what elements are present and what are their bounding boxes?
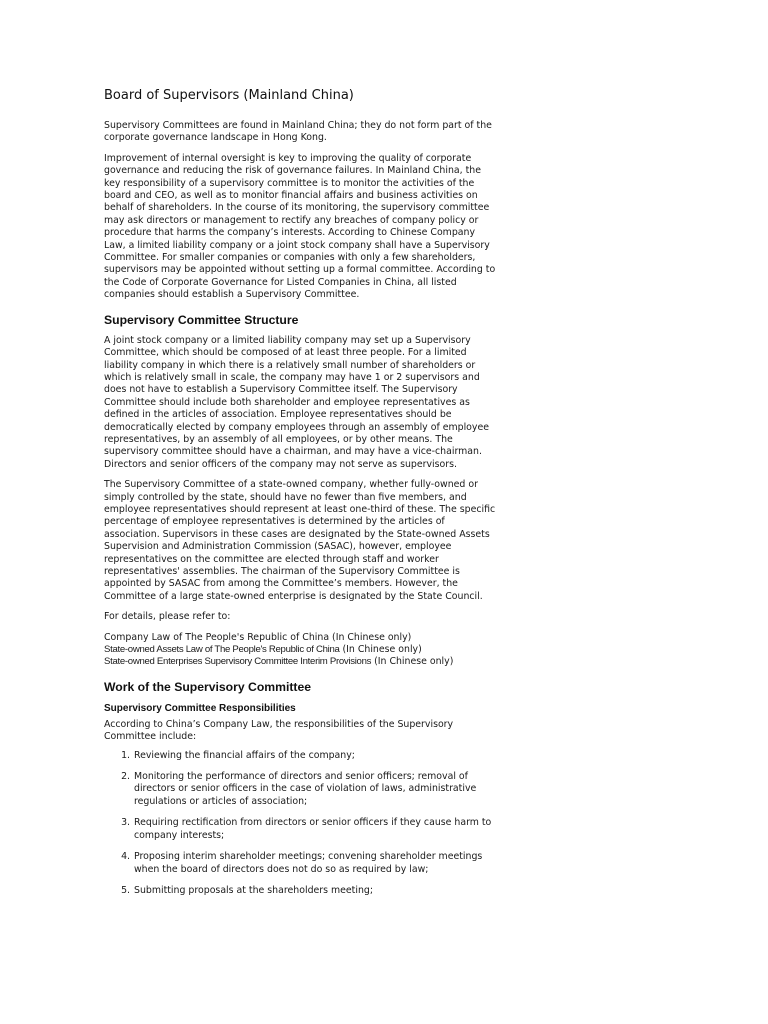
ref-link-label: State-owned Assets Law of The People's Republic of China <box>104 644 340 656</box>
list-item: 5. Submitting proposals at the shareholders meeting; <box>133 885 496 897</box>
list-item: 1. Reviewing the financial affairs of the company; <box>133 750 496 762</box>
responsibilities-intro: According to China’s Company Law, the responsibilities of the Supervisory Committee include: <box>104 718 454 743</box>
intro-paragraph: Supervisory Committees are found in Mainland China; they do not form part of the corporate governance landscape in Hong Kong. <box>104 120 492 144</box>
page-title: Board of Supervisors (Mainland China) <box>104 88 354 103</box>
ref-link-interim-provisions[interactable] <box>104 656 496 668</box>
list-item: 3. Requiring rectification from directors or senior officers if they cause harm to company interests; <box>133 817 496 842</box>
responsibilities-list <box>104 750 496 898</box>
details-intro: For details, please refer to: <box>104 611 231 623</box>
list-item: 4. Proposing interim shareholder meetings; convening shareholder meetings when the board of directors does not do so as required by law; <box>133 851 496 876</box>
structure-paragraph: A joint stock company or a limited liability company may set up a Supervisory Committee, which should be composed of at least three people. For a limited liability company in which there is a relatively small number of shareholders or which is relatively small in scale, the company may have 1 or 2 supervisors and does not have to establish a Supervisory Committee itself. The Supervisory Committee should include both shareholder and employee representatives as defined in the articles of association. Employee representatives should be democratically elected by company employees through an assembly of employee representatives, by an assembly of all employees, or by other means. The supervisory committee should have a chairman, and may have a vice-chairman. Directors and senior officers of the company may not serve as supervisors. <box>104 334 490 470</box>
ref-link-state-owned-assets-law[interactable] <box>104 644 496 656</box>
ref-link-label: Company Law of The People's Republic of China <box>104 631 330 643</box>
structure-heading: Supervisory Committee Structure <box>104 312 299 327</box>
work-heading: Work of the Supervisory Committee <box>104 679 312 694</box>
ref-link-label: State-owned Enterprises Supervisory Committee Interim Provisions <box>104 656 372 668</box>
reference-links <box>104 632 496 669</box>
ref-link-note: (In Chinese only) <box>371 656 454 668</box>
ref-link-company-law[interactable] <box>104 632 496 644</box>
structure-paragraph: The Supervisory Committee of a state-owned company, whether fully-owned or simply controlled by the state, should have no fewer than five members, and employee representatives should represent at least one-third of these. The specific percentage of employee representatives is determined by the articles of association. Supervisors in these cases are designated by the State-owned Assets Supervision and Administration Commission (SASAC), however, employee representatives on the committee are elected through staff and worker representatives' assemblies. The chairman of the Supervisory Committee is appointed by SASAC from among the Committee’s members. However, the Committee of a large state-owned enterprise is designated by the State Council. <box>104 479 496 602</box>
ref-link-note: (In Chinese only) <box>339 644 422 656</box>
responsibilities-subheading: Supervisory Committee Responsibilities <box>104 702 296 714</box>
intro-paragraph: Improvement of internal oversight is key to improving the quality of corporate governance and reducing the risk of governance failures. In Mainland China, the key responsibility of a supervisory committee is to monitor the activities of the board and CEO, as well as to monitor financial affairs and business activities on behalf of shareholders. In the course of its monitoring, the supervisory committee may ask directors or management to rectify any breaches of company policy or procedure that harms the company’s interests. According to Chinese Company Law, a limited liability company or a joint stock company shall have a Supervisory Committee. For smaller companies or companies with only a few shareholders, supervisors may be appointed without setting up a formal committee. According to the Code of Corporate Governance for Listed Companies in China, all listed companies should establish a Supervisory Committee. <box>104 152 496 301</box>
document-page <box>104 87 496 906</box>
ref-link-note: (In Chinese only) <box>329 631 412 643</box>
list-item: 2. Monitoring the performance of directors and senior officers; removal of directors or senior officers in the case of violation of laws, administrative regulations or articles of association; <box>133 771 496 808</box>
